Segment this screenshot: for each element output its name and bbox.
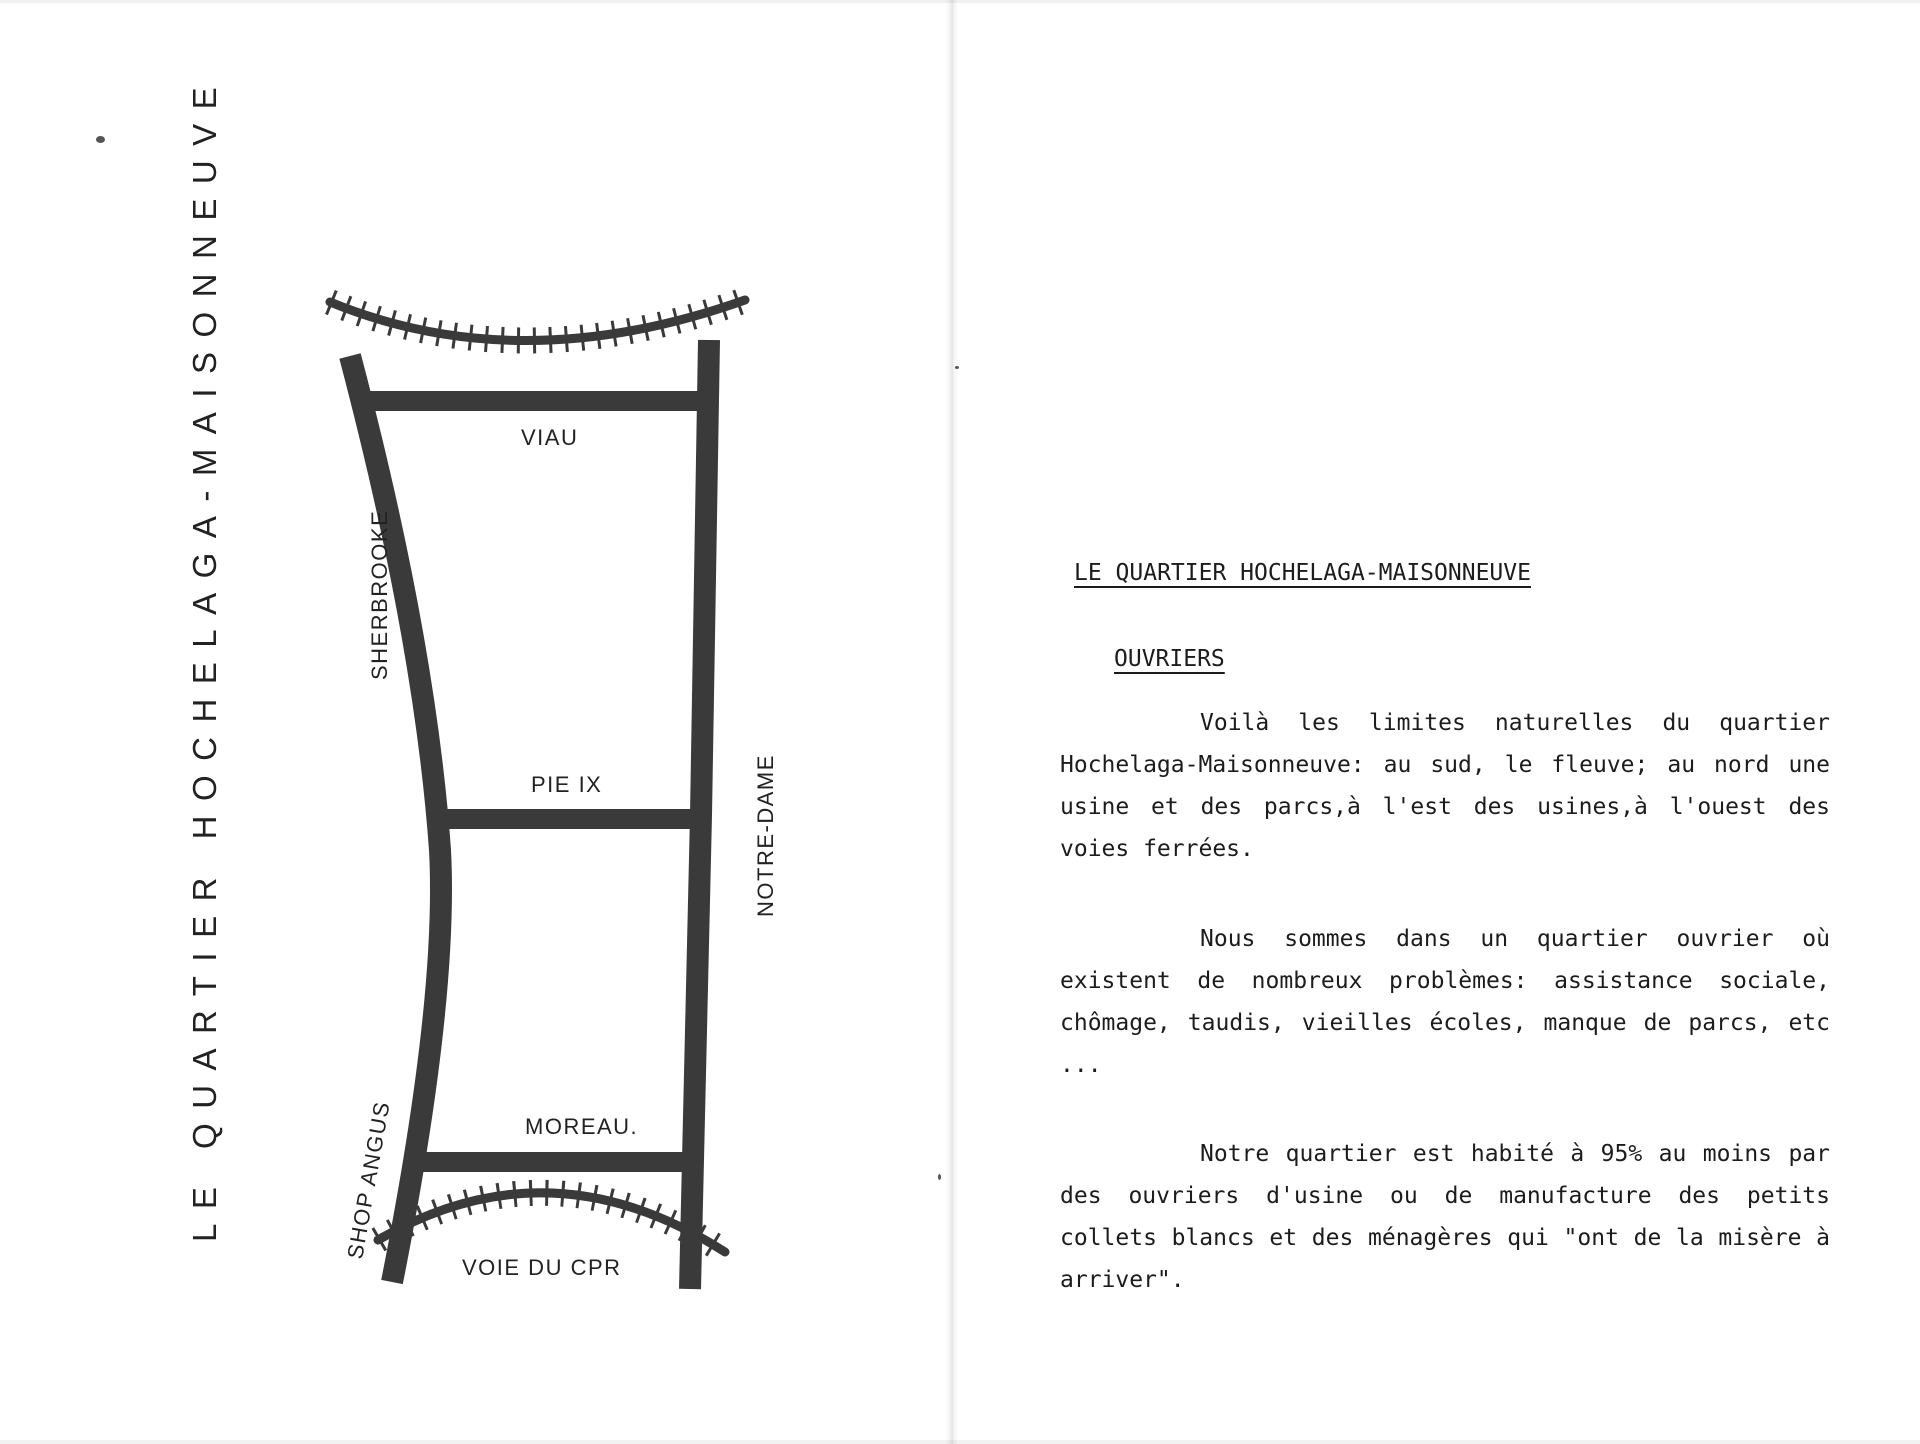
street-label-voie-du-cpr: VOIE DU CPR xyxy=(462,1255,622,1280)
street-label-moreau: MOREAU. xyxy=(525,1114,639,1139)
paragraph: Notre quartier est habité à 95% au moins par des ouvriers d'usine ou de manufacture des petits collets blancs et des ménagères qui "ont de la misère à arriver". xyxy=(1060,1141,1830,1293)
paragraph: Nous sommes dans un quartier ouvrier où existent de nombreux problèmes: assistance sociale, chômage, taudis, vieilles écoles, manque de parcs, etc ... xyxy=(1060,926,1830,1078)
street-label-notre-dame: NOTRE-DAME xyxy=(753,754,778,917)
vertical-page-title: LE QUARTIER HOCHELAGA-MAISONNEUVE xyxy=(186,72,223,1242)
paper-speck xyxy=(938,1174,941,1180)
street-label-viau: VIAU xyxy=(521,425,579,450)
article-title: LE QUARTIER HOCHELAGA-MAISONNEUVE xyxy=(1074,560,1531,586)
street-label-shop-angus: SHOP ANGUS xyxy=(342,1098,395,1261)
street-label-sherbrooke: SHERBROOKE xyxy=(367,509,392,680)
paper-speck xyxy=(96,136,105,143)
street-label-pie-ix: PIE IX xyxy=(531,772,603,797)
section-title: OUVRIERS xyxy=(1114,646,1225,672)
paragraph: Voilà les limites naturelles du quartier Hochelaga-Maisonneuve: au sud, le fleuve; au nord une usine et des parcs,à l'est des usines,à l'ouest des voies ferrées. xyxy=(1060,710,1830,862)
paper-speck xyxy=(955,366,959,369)
railway-north xyxy=(330,300,745,341)
railway-cpr xyxy=(378,1193,725,1252)
